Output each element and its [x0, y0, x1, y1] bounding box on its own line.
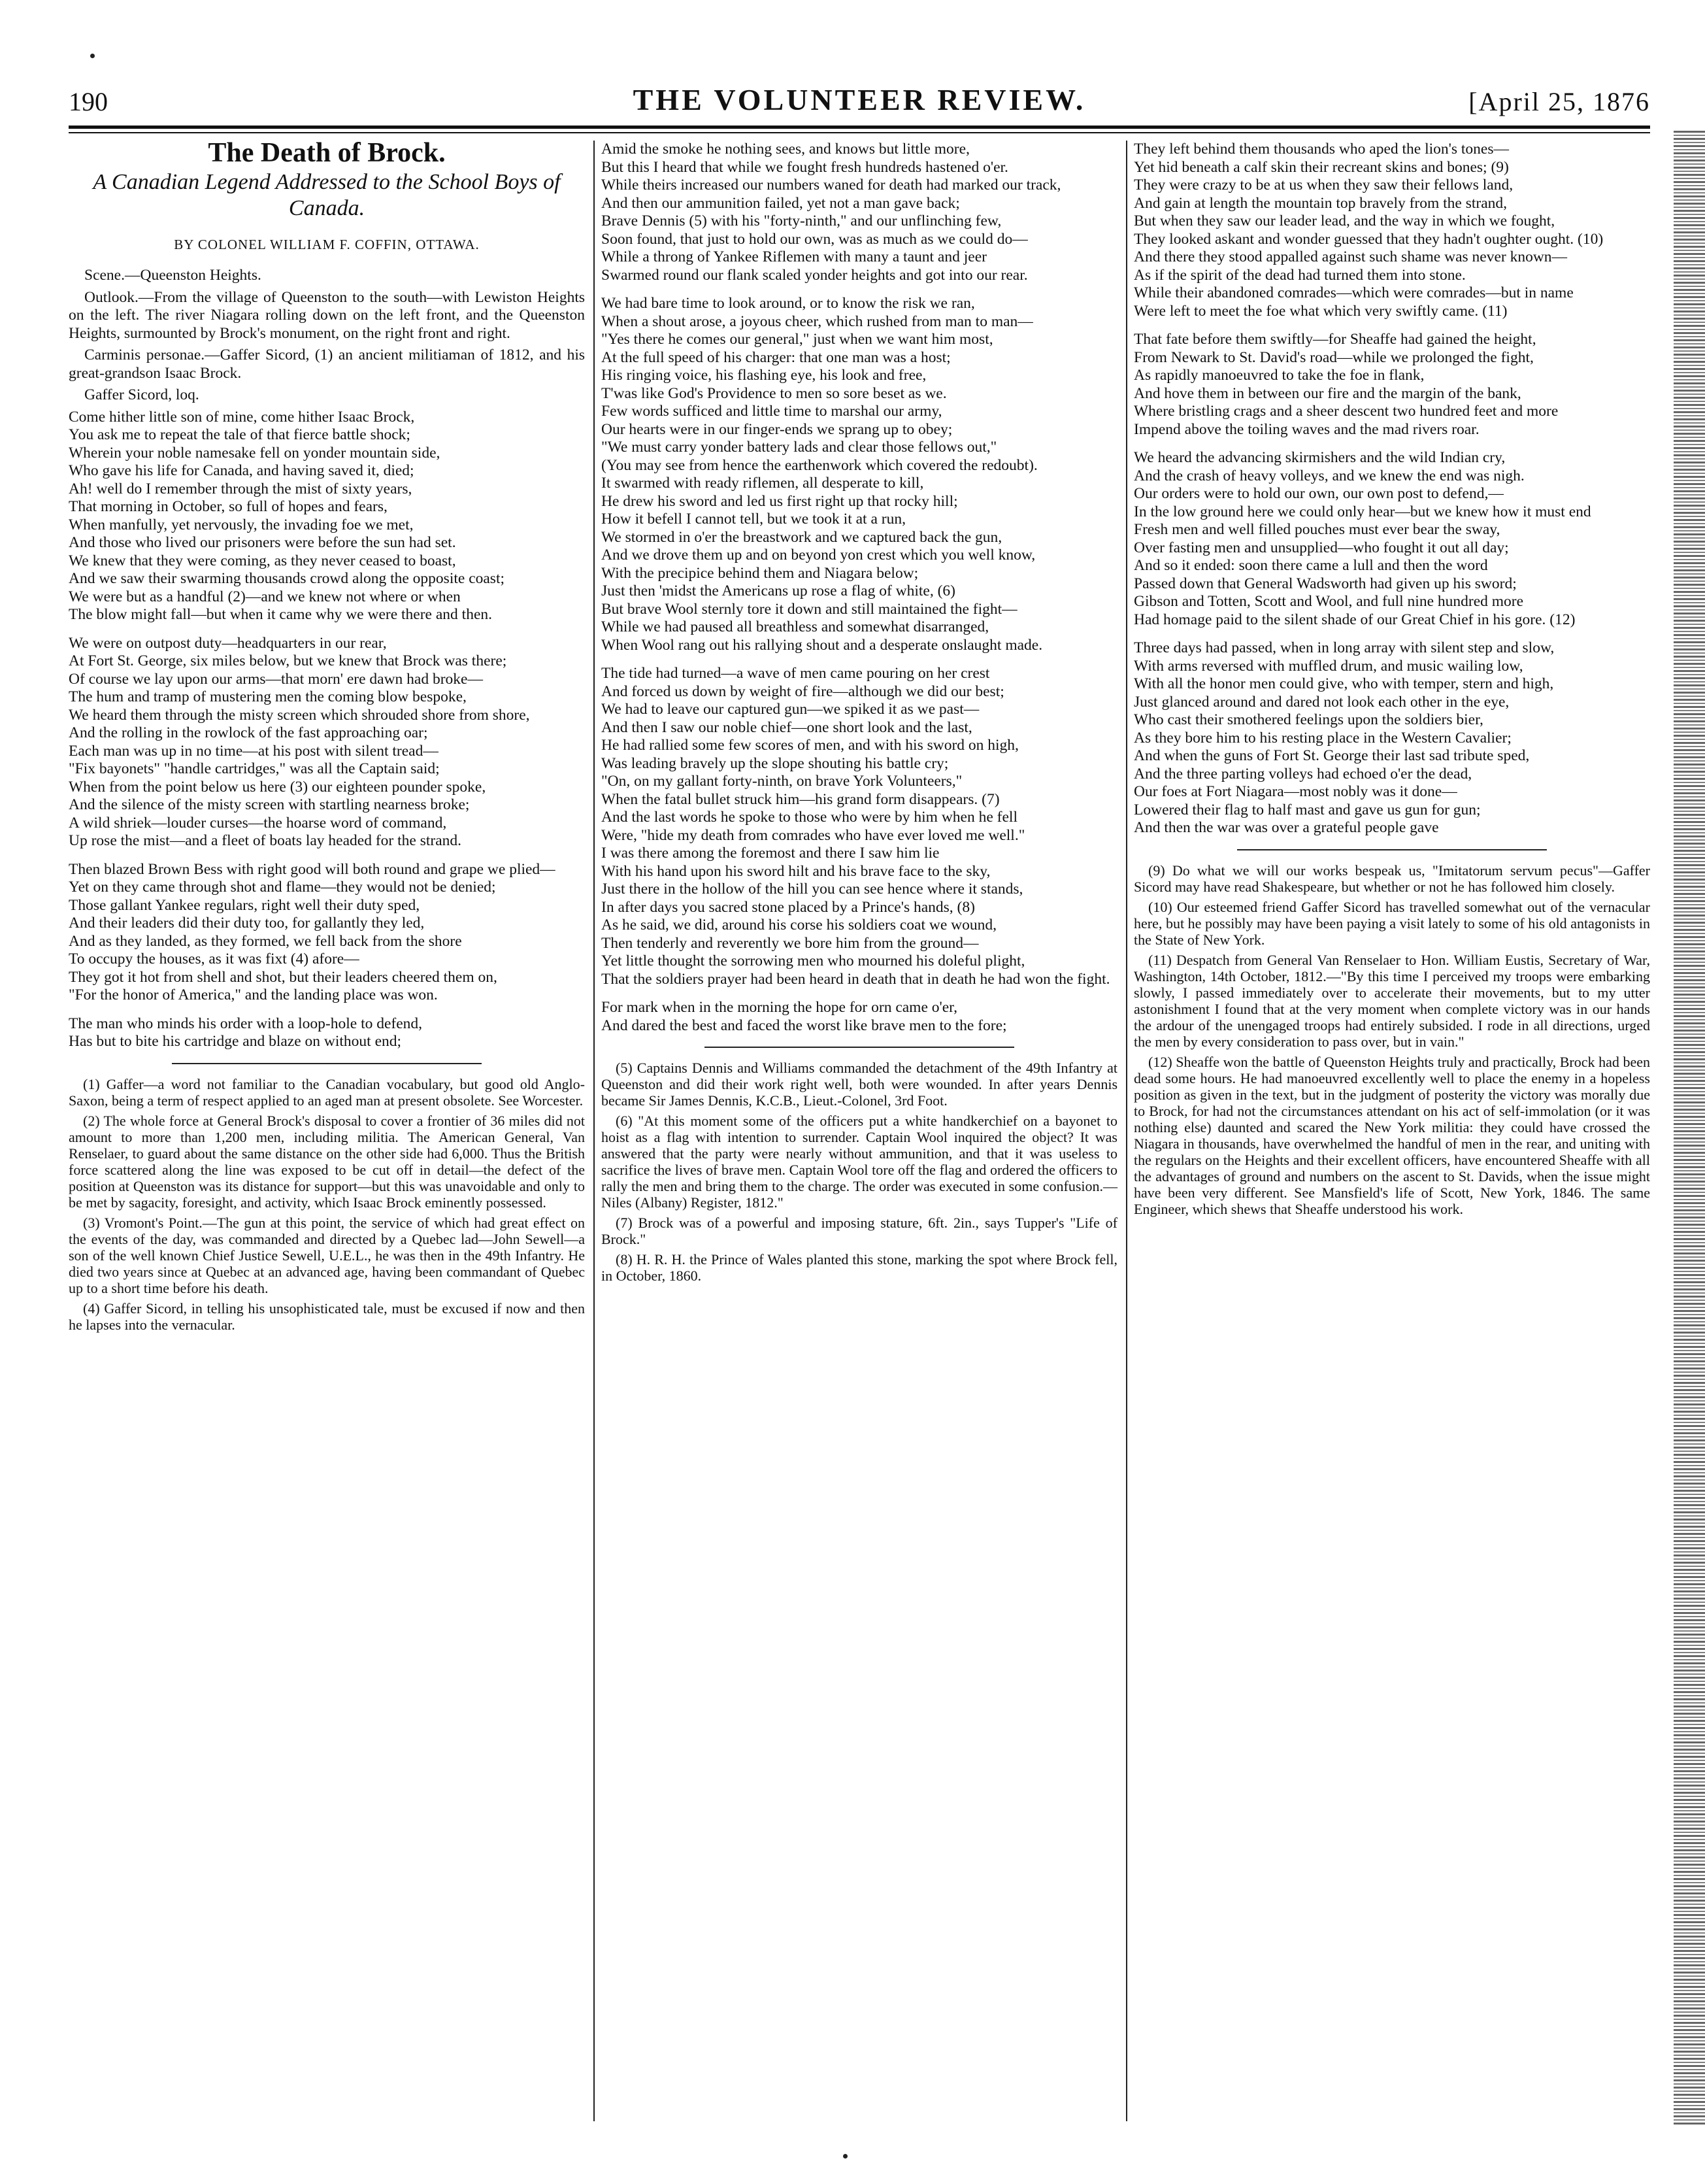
poem-line: Yet hid beneath a calf skin their recreant skins and bones; (9)	[1134, 158, 1509, 176]
poem-line: Were, "hide my death from comrades who have ever loved me well."	[601, 826, 1025, 844]
poem-line: Who gave his life for Canada, and having saved it, died;	[69, 462, 414, 479]
poem-line: How it befell I cannot tell, but we took it at a run,	[601, 511, 906, 528]
poem-line: And we saw their swarming thousands crowd along the opposite coast;	[69, 570, 505, 587]
poem-line: With arms reversed with muffled drum, and music wailing low,	[1134, 657, 1523, 675]
poem-line: Up rose the mist—and a fleet of boats lay headed for the strand.	[69, 832, 462, 849]
poem-line: Come hither little son of mine, come hither Isaac Brock,	[69, 408, 415, 426]
poem-line: Few words sufficed and little time to marshal our army,	[601, 403, 942, 420]
poem-line: As they bore him to his resting place in the Western Cavalier;	[1134, 729, 1512, 747]
poem-line: Gibson and Totten, Scott and Wool, and full nine hundred more	[1134, 593, 1524, 610]
poem-line: He drew his sword and led us first right up that rocky hill;	[601, 492, 958, 510]
poem-line: That morning in October, so full of hopes and fears,	[69, 498, 388, 515]
poem-line: That fate before them swiftly—for Sheaffe had gained the height,	[1134, 331, 1536, 348]
poem-line: "For the honor of America," and the landing place was won.	[69, 986, 438, 1003]
poem-line: And then I saw our noble chief—one short look and the last,	[601, 718, 972, 736]
poem-line: Passed down that General Wadsworth had given up his sword;	[1134, 575, 1517, 592]
poem-line: When a shout arose, a joyous cheer, which rushed from man to man—	[601, 312, 1033, 330]
page-number: 190	[69, 87, 108, 116]
poem-line: With his hand upon his sword hilt and his brave face to the sky,	[601, 862, 991, 880]
poem-line: His ringing voice, his flashing eye, his look and free,	[601, 367, 927, 384]
poem-line: And gain at length the mountain top bravely from the strand,	[1134, 194, 1508, 212]
poem-line: The blow might fall—but when it came why we were there and then.	[69, 606, 493, 623]
poem-line: T'was like God's Providence to men so sore beset as we.	[601, 384, 947, 402]
stanza-break	[1134, 439, 1650, 449]
poem-line: Just then 'midst the Americans up rose a flag of white, (6)	[601, 582, 956, 599]
poem-stanzas	[69, 409, 585, 1051]
poem-line: We had bare time to look around, or to know the risk we ran,	[601, 295, 975, 312]
poem-line: Each man was up in no time—at his post with silent tread—	[69, 742, 439, 760]
poem-line: Yet on they came through shot and flame—they would not be denied;	[69, 879, 496, 896]
poem-line: Had homage paid to the silent shade of our Great Chief in his gore. (12)	[1134, 611, 1576, 628]
poem-line: While theirs increased our numbers waned for death had marked our track,	[601, 176, 1061, 193]
poem-line: As if the spirit of the dead had turned them into stone.	[1134, 266, 1466, 284]
poem-line: You ask me to repeat the tale of that fierce battle shock;	[69, 426, 410, 443]
poem-line: Just glanced around and dared not look each other in the eye,	[1134, 693, 1510, 711]
stanza-break	[601, 988, 1117, 999]
poem-line: And the three parting volleys had echoed o'er the dead,	[1134, 765, 1472, 782]
poem-line: While a throng of Yankee Riflemen with many a taunt and jeer	[601, 248, 987, 265]
poem-line: And hove them in between our fire and the margin of the bank,	[1134, 384, 1521, 402]
poem-line: Our foes at Fort Niagara—most nobly was it done—	[1134, 783, 1457, 800]
footnote: (4) Gaffer Sicord, in telling his unsophisticated tale, must be excused if now and then he lapses into the vernacular.	[69, 1300, 585, 1333]
section-separator	[172, 1063, 482, 1064]
poem-line: And the crash of heavy volleys, and we knew the end was nigh.	[1134, 467, 1525, 484]
poem-line: Just there in the hollow of the hill you can see hence where it stands,	[601, 881, 1023, 898]
column-1	[69, 138, 585, 1337]
stanza-break	[1134, 320, 1650, 331]
footnote: (12) Sheaffe won the battle of Queenston Heights truly and practically, Brock had been dead some hours. He had manoeuvred excellently well to place the enemy in a hopeless position as given in the text, but in the judgment of posterity the victory was morally due to Brock, for had not the circumstances attendant on his act of self-immolation (or it was nothing else) daunted and scared the New York militia: they could have crossed the Niagara in thousands, have overwhelmed the handful of men in the rear, and uniting with the regulars on the Heights and their excellent officers, have encountered Sheaffe with all the advantages of ground and numbers on the ascent to St. Davids, when the issue might have been very different. See Mansfield's life of Scott, New York, 1846. The same Engineer, which shews that Sheaffe understood his work.	[1134, 1053, 1650, 1217]
column-divider	[593, 141, 595, 2121]
poem-line: And the silence of the misty screen with startling nearness broke;	[69, 796, 470, 813]
poem-line: Three days had passed, when in long array with silent step and slow,	[1134, 639, 1555, 656]
poem-line: We heard them through the misty screen which shrouded shore from shore,	[69, 706, 530, 724]
poem-line: When Wool rang out his rallying shout and a desperate onslaught made.	[601, 636, 1043, 654]
poem-line: While we had paused all breathless and somewhat disarranged,	[601, 618, 989, 635]
poem-line: And forced us down by weight of fire—although we did our best;	[601, 682, 1004, 700]
poem-line: Where bristling crags and a sheer descent two hundred feet and more	[1134, 403, 1559, 420]
article-byline: BY COLONEL WILLIAM F. COFFIN, OTTAWA.	[174, 236, 480, 252]
poem-stanzas	[1134, 141, 1650, 837]
poem-line: And so it ended: soon there came a lull and then the word	[1134, 557, 1488, 574]
poem-line: "We must carry yonder battery lads and clear those fellows out,"	[601, 439, 997, 456]
poem-line: Wherein your noble namesake fell on yonder mountain side,	[69, 444, 440, 462]
poem-line: Were left to meet the foe what which very swiftly came. (11)	[1134, 302, 1508, 320]
poem-line: Of course we lay upon our arms—that morn' ere dawn had broke—	[69, 670, 483, 688]
column-divider	[1126, 141, 1127, 2121]
poem-line: We were on outpost duty—headquarters in our rear,	[69, 634, 387, 652]
footnote: (2) The whole force at General Brock's disposal to cover a frontier of 36 miles did not amount to more than 1,200 men, including militia. The American General, Van Renselaer, to guard about the same distance on the other side had 6,000. Thus the British force scattered along the line was exposed to be cut off in detail—the defect of the position at Queenston was its distance for support—but this was unavoidable and only to be met by sagacity, foresight, and activity, which Isaac Brock eminently possessed.	[69, 1112, 585, 1211]
stanza-break	[69, 624, 585, 635]
poem-line: A wild shriek—louder curses—the hoarse word of command,	[69, 814, 447, 832]
poem-line: Brave Dennis (5) with his "forty-ninth," and our unflinching few,	[601, 212, 1002, 229]
scene-line: Scene.—Queenston Heights.	[84, 267, 261, 284]
footnote: (11) Despatch from General Van Renselaer to Hon. William Eustis, Secretary of War, Washington, 14th October, 1812.—"By this time I perceived my troops were embarking slowly, I passed immediately over to accelerate their movements, but to my utter astonishment I found that at the very moment when complete victory was in our hands the ardour of the unengaged troops had entirely subsided. I rode in all directions, urged the men by every consideration to pass over, but in vain."	[1134, 951, 1650, 1050]
poem-line: For mark when in the morning the hope for orn came o'er,	[601, 999, 957, 1016]
outlook-paragraph: Outlook.—From the village of Queenston to the south—with Lewiston Heights on the left. The river Niagara rolling down on the left front, and the Queenston Heights, surmounted by Brock's monument, on the right front and right.	[69, 288, 585, 342]
section-separator	[1237, 849, 1547, 850]
poem-line: As he said, we did, around his corse his soldiers coat we wound,	[601, 916, 997, 933]
poem-line: Was leading bravely up the slope shouting his battle cry;	[601, 754, 949, 772]
poem-line: But when they saw our leader lead, and the way in which we fought,	[1134, 212, 1555, 229]
poem-line: They left behind them thousands who aped the lion's tones—	[1134, 141, 1510, 158]
poem-line: He had rallied some few scores of men, and with his sword on high,	[601, 737, 1019, 754]
poem-line: At Fort St. George, six miles below, but we knew that Brock was there;	[69, 652, 507, 669]
poem-line: "Yes there he comes our general," just when we want him most,	[601, 331, 993, 348]
footnote: (7) Brock was of a powerful and imposing stature, 6ft. 2in., says Tupper's "Life of Brock."	[601, 1215, 1117, 1247]
footnote: (6) "At this moment some of the officers put a white handkerchief on a bayonet to hoist as a flag with intention to surrender. Captain Wool inquired the object? It was answered that the party were nearly without ammunition, and that it was useless to sacrifice the lives of brave men. Captain Wool tore off the flag and ordered the officers to rally the men and bring them to the charge. The order was executed in some confusion.—Niles (Albany) Register, 1812."	[601, 1113, 1117, 1211]
section-separator	[704, 1047, 1014, 1048]
stanza-break	[1134, 629, 1650, 639]
poem-line: And dared the best and faced the worst like brave men to the fore;	[601, 1016, 1007, 1034]
poem-line: When from the point below us here (3) our eighteen pounder spoke,	[69, 778, 486, 796]
poem-line: Has but to bite his cartridge and blaze on without end;	[69, 1033, 402, 1050]
poem-line: Amid the smoke he nothing sees, and knows but little more,	[601, 141, 970, 158]
footnote: (9) Do what we will our works bespeak us, "Imitatorum servum pecus"—Gaffer Sicord may have read Shakespeare, but whether or not he has followed him closely.	[1134, 862, 1650, 895]
header-rule	[69, 126, 1650, 129]
poem-line: And the last words he spoke to those who were by him when he fell	[601, 809, 1018, 826]
poem-line: (You may see from hence the earthenwork which covered the redoubt).	[601, 456, 1038, 474]
stanza-break	[601, 654, 1117, 665]
poem-line: Swarmed round our flank scaled yonder heights and got into our rear.	[601, 266, 1028, 284]
poem-stanzas	[601, 141, 1117, 1035]
footnotes	[601, 1060, 1117, 1284]
poem-line: And those who lived our prisoners were before the sun had set.	[69, 534, 456, 551]
poem-line: With all the honor men could give, who with temper, stern and high,	[1134, 675, 1554, 692]
article-title: The Death of Brock.	[208, 138, 446, 168]
poem-line: Who cast their smothered feelings upon the soldiers bier,	[1134, 711, 1483, 728]
poem-line: While their abandoned comrades—which were comrades—but in name	[1134, 284, 1574, 301]
footnote: (10) Our esteemed friend Gaffer Sicord has travelled somewhat out of the vernacular here, but he possibly may have been paying a visit lately to some of his old antagonists in the State of New York.	[1134, 898, 1650, 948]
poem-line: And we drove them up and on beyond yon crest which you well know,	[601, 546, 1036, 563]
poem-line: But this I heard that while we fought fresh hundreds hastened o'er.	[601, 158, 1008, 176]
poem-line: Then blazed Brown Bess with right good will both round and grape we plied—	[69, 860, 555, 878]
poem-line: And then our ammunition failed, yet not a man gave back;	[601, 194, 960, 212]
poem-line: Impend above the toiling waves and the mad rivers roar.	[1134, 420, 1480, 438]
poem-line: They looked askant and wonder guessed that they hadn't oughter ought. (10)	[1134, 230, 1604, 248]
poem-line: Over fasting men and unsupplied—who fought it out all day;	[1134, 539, 1509, 556]
poem-line: It swarmed with ready riflemen, all desperate to kill,	[601, 475, 924, 492]
poem-line: And there they stood appalled against such shame was never known—	[1134, 248, 1568, 265]
poem-line: Ah! well do I remember through the mist of sixty years,	[69, 480, 412, 497]
poem-line: At the full speed of his charger: that one man was a host;	[601, 348, 951, 366]
stanza-break	[69, 1005, 585, 1015]
newspaper-page	[69, 78, 1650, 2118]
scan-speck	[843, 2154, 848, 2159]
poem-line: "Fix bayonets" "handle cartridges," was all the Captain said;	[69, 760, 440, 777]
poem-line: Our orders were to hold our own, our own post to defend,—	[1134, 485, 1504, 502]
poem-line: The tide had turned—a wave of men came pouring on her crest	[601, 665, 990, 682]
footnote: (8) H. R. H. the Prince of Wales planted this stone, marking the spot where Brock fell, in October, 1860.	[601, 1251, 1117, 1284]
poem-line: Those gallant Yankee regulars, right well their duty sped,	[69, 896, 420, 914]
poem-line: When manfully, yet nervously, the invading foe we met,	[69, 516, 414, 533]
poem-line: But brave Wool sternly tore it down and still maintained the fight—	[601, 600, 1018, 618]
column-3	[1134, 141, 1650, 1221]
poem-line: From Newark to St. David's road—while we prolonged the fight,	[1134, 348, 1534, 366]
poem-line: Lowered their flag to half mast and gave us gun for gun;	[1134, 801, 1481, 818]
poem-line: Fresh men and well filled pouches must ever bear the sway,	[1134, 521, 1500, 538]
scan-speck	[90, 54, 95, 58]
footnote: (5) Captains Dennis and Williams commanded the detachment of the 49th Infantry at Queenston and did their work right well, both were wounded. In after years Dennis became Sir James Dennis, K.C.B., Lieut.-Colonel, 3rd Foot.	[601, 1060, 1117, 1109]
poem-line: Then tenderly and reverently we bore him from the ground—	[601, 934, 979, 952]
poem-line: The hum and tramp of mustering men the coming blow bespoke,	[69, 688, 467, 705]
article-subtitle: A Canadian Legend Addressed to the School Boys of Canada.	[93, 169, 561, 220]
poem-line: And the rolling in the rowlock of the fast approaching oar;	[69, 724, 428, 741]
footnote: (3) Vromont's Point.—The gun at this point, the service of which had great effect on the events of the day, was commanded and directed by a Quebec lad—John Sewell—a son of the well known Chief Justice Sewell, U.E.L., he was then in the 49th Infantry. He died two years since at Quebec at an advanced age, having been commandant of Quebec up to a short time before his death.	[69, 1214, 585, 1296]
poem-line: "On, on my gallant forty-ninth, on brave York Volunteers,"	[601, 773, 963, 790]
poem-line: We heard the advancing skirmishers and the wild Indian cry,	[1134, 449, 1506, 466]
publication-title: THE VOLUNTEER REVIEW.	[633, 83, 1086, 116]
poem-line: And when the guns of Fort St. George their last sad tribute sped,	[1134, 747, 1530, 764]
poem-line: As rapidly manoeuvred to take the foe in flank,	[1134, 367, 1425, 384]
poem-line: Soon found, that just to hold our own, was as much as we could do—	[601, 230, 1028, 248]
poem-line: They got it hot from shell and shot, but their leaders cheered them on,	[69, 968, 497, 986]
header-rule-thin	[69, 132, 1650, 133]
issue-date: [April 25, 1876	[1468, 87, 1650, 116]
poem-line: We were but as a handful (2)—and we knew not where or when	[69, 588, 461, 605]
personae-paragraph: Carminis personae.—Gaffer Sicord, (1) an ancient militiaman of 1812, and his great-grandson Isaac Brock.	[69, 346, 585, 382]
stanza-break	[601, 284, 1117, 295]
poem-line: When the fatal bullet struck him—his grand form disappears. (7)	[601, 790, 1000, 808]
poem-line: And their leaders did their duty too, for gallantly they led,	[69, 915, 425, 932]
poem-line: In after days you sacred stone placed by a Prince's hands, (8)	[601, 898, 975, 916]
stanza-break	[69, 850, 585, 861]
page-header	[69, 78, 1650, 124]
poem-line: They were crazy to be at us when they saw their fellows land,	[1134, 176, 1514, 193]
poem-line: In the low ground here we could only hear—but we knew how it must end	[1134, 503, 1591, 520]
poem-line: To occupy the houses, as it was fixt (4) afore—	[69, 950, 359, 967]
poem-line: Our hearts were in our finger-ends we sprang up to obey;	[601, 420, 953, 438]
footnotes	[1134, 862, 1650, 1217]
poem-line: We knew that they were coming, as they never ceased to boast,	[69, 552, 456, 569]
poem-line: And then the war was over a grateful people gave	[1134, 819, 1439, 836]
speaker-line: Gaffer Sicord, loq.	[84, 386, 199, 403]
poem-line: Yet little thought the sorrowing men who mourned his doleful plight,	[601, 952, 1025, 969]
scan-edge-artifact	[1674, 131, 1705, 2125]
column-2	[601, 141, 1117, 1288]
footnotes	[69, 1076, 585, 1333]
poem-line: And as they landed, as they formed, we fell back from the shore	[69, 932, 462, 950]
poem-line: I was there among the foremost and there I saw him lie	[601, 845, 940, 862]
poem-line: With the precipice behind them and Niagara below;	[601, 564, 919, 582]
poem-line: That the soldiers prayer had been heard in death that in death he had won the fight.	[601, 970, 1110, 988]
footnote: (1) Gaffer—a word not familiar to the Canadian vocabulary, but good old Anglo-Saxon, being a term of respect applied to an aged man at present obsolete. See Worcester.	[69, 1075, 585, 1109]
poem-line: We had to leave our captured gun—we spiked it as we past—	[601, 701, 980, 718]
poem-line: The man who minds his order with a loop-hole to defend,	[69, 1015, 423, 1032]
poem-line: We stormed in o'er the breastwork and we captured back the gun,	[601, 528, 1002, 546]
